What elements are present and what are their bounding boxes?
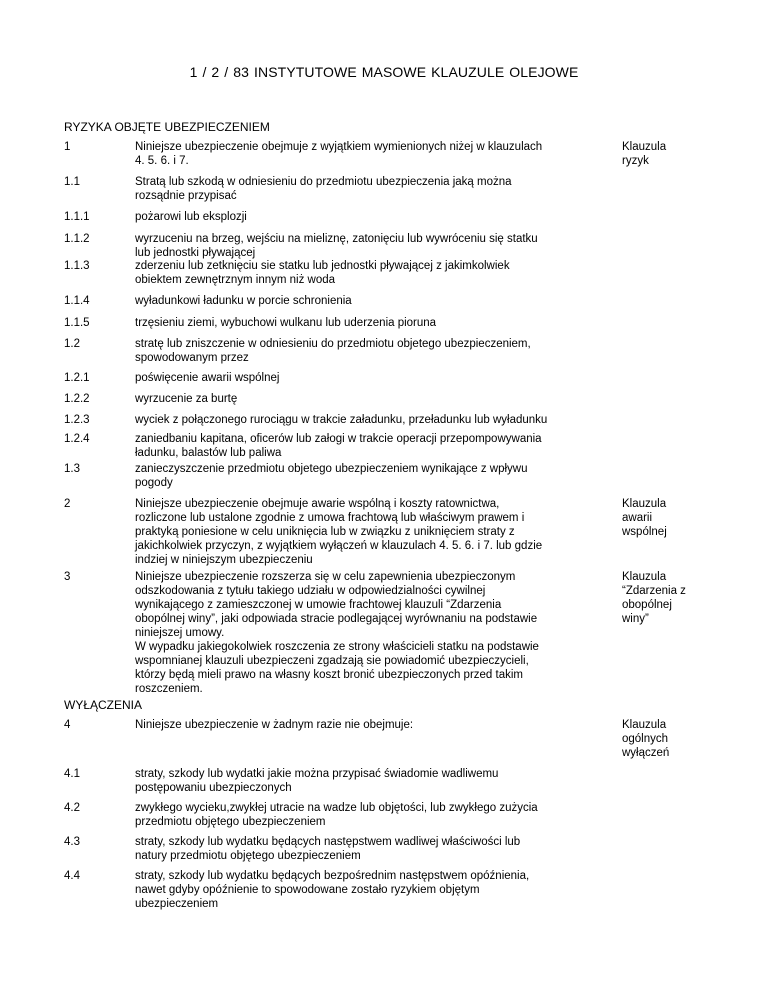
clause-text: zanieczyszczenie przedmiotu objetego ubezpieczeniem wynikające z wpływu pogody [135,463,528,489]
clause-number: 1.1.3 [64,260,90,272]
clause-text: Niniejsze ubezpieczenie rozszerza się w celu zapewnienia ubezpieczonym odszkodowania z tytułu takiego udziału w odpowiedzialności cywilnej wynikającego z zamieszczonej w umowie frachtowej klauzuli “Zdarzenia obopólnej winy”, jaki odpowiada stracie podlegającej wyrównaniu na podstawie niniejszej umowy. W wypadku jakiegokolwiek roszczenia ze strony właścicieli statku na podstawie wspomnianej klauzuli ubezpieczeni zgadzają sie powiadomić ubezpieczycieli, którzy będą mieli prawo na własny koszt bronić ubezpieczonych przed takim roszczeniem. [135,571,539,695]
clause-text: straty, szkody lub wydatku będących następstwem wadliwej właściwości lub natury przedmiotu objętego ubezpieczeniem [135,836,521,862]
section-heading-exclusions: WYŁĄCZENIA [64,698,143,712]
section-heading-risks: RYZYKA OBJĘTE UBEZPIECZENIEM [64,120,270,134]
clause-number: 4 [64,719,71,731]
clause-number: 4.2 [64,802,80,814]
clause-text: Niniejsze ubezpieczenie obejmuje z wyjątkiem wymienionych niżej w klauzulach 4. 5. 6. i 7. [135,141,543,167]
clause-text: zderzeniu lub zetknięciu sie statku lub jednostki pływającej z jakimkolwiek obiektem zewnętrznym innym niż woda [135,260,510,286]
page-title: 1 / 2 / 83 INSTYTUTOWE MASOWE KLAUZULE OLEJOWE [189,64,579,80]
clause-text: Stratą lub szkodą w odniesieniu do przedmiotu ubezpieczenia jaką można rozsądnie przypisać [135,176,512,202]
clause-text: Niniejsze ubezpieczenie obejmuje awarie wspólną i koszty ratownictwa, rozliczone lub ustalone zgodnie z umowa frachtową lub właściwym prawem i praktyką poniesione w celu uniknięcia lub w związku z uniknięciem straty z jakichkolwiek przyczyn, z wyjątkiem wyłączeń w klauzulach 4. 5. 6. i 7. lub gdzie indziej w niniejszym ubezpieczeniu [135,498,543,566]
clause-text: straty, szkody lub wydatku będących bezpośrednim następstwem opóźnienia, nawet gdyby opóźnienie to spowodowane zostało ryzykiem objętym ubezpieczeniem [135,870,530,910]
clause-side-label: Klauzula ryzyk [622,141,667,167]
clause-text: wyrzucenie za burtę [135,393,238,405]
clause-number: 1 [64,141,71,153]
clause-number: 2 [64,498,71,510]
clause-number: 1.1.2 [64,233,90,245]
clause-number: 1.2 [64,338,80,350]
clause-text: zaniedbaniu kapitana, oficerów lub załogi w trakcie operacji przepompowywania ładunku, balastów lub paliwa [135,433,542,459]
clause-number: 1.1 [64,176,80,188]
clause-number: 1.2.4 [64,433,90,445]
clause-number: 1.2.3 [64,414,90,426]
clause-number: 1.2.2 [64,393,90,405]
clause-text: Niniejsze ubezpieczenie w żadnym razie nie obejmuje: [135,719,414,731]
clause-number: 4.3 [64,836,80,848]
clause-text: wyciek z połączonego rurociągu w trakcie załadunku, przeładunku lub wyładunku [135,414,548,426]
clause-number: 1.2.1 [64,372,90,384]
clause-text: trzęsieniu ziemi, wybuchowi wulkanu lub uderzenia pioruna [135,317,437,329]
clause-side-label: Klauzula awarii wspólnej [622,498,667,538]
clause-text: pożarowi lub eksplozji [135,211,247,223]
clause-text: wyrzuceniu na brzeg, wejściu na mieliznę, zatonięciu lub wywróceniu się statku lub jednostki pływającej [135,233,538,259]
clause-text: stratę lub zniszczenie w odniesieniu do przedmiotu objetego ubezpieczeniem, spowodowanym przez [135,338,531,364]
clause-side-label: Klauzula ogólnych wyłączeń [622,719,670,759]
clause-number: 1.1.4 [64,295,90,307]
clause-side-label: Klauzula “Zdarzenia z obopólnej winy” [622,571,686,625]
clause-text: poświęcenie awarii wspólnej [135,372,280,384]
clause-number: 1.1.5 [64,317,90,329]
clause-number: 1.3 [64,463,80,475]
clause-text: straty, szkody lub wydatki jakie można przypisać świadomie wadliwemu postępowaniu ubezpieczonych [135,768,499,794]
clause-text: zwykłego wycieku,zwykłej utracie na wadze lub objętości, lub zwykłego zużycia przedmiotu objętego ubezpieczeniem [135,802,538,828]
clause-number: 1.1.1 [64,211,90,223]
clause-number: 4.1 [64,768,80,780]
clause-number: 4.4 [64,870,80,882]
clause-number: 3 [64,571,71,583]
clause-text: wyładunkowi ładunku w porcie schronienia [135,295,352,307]
